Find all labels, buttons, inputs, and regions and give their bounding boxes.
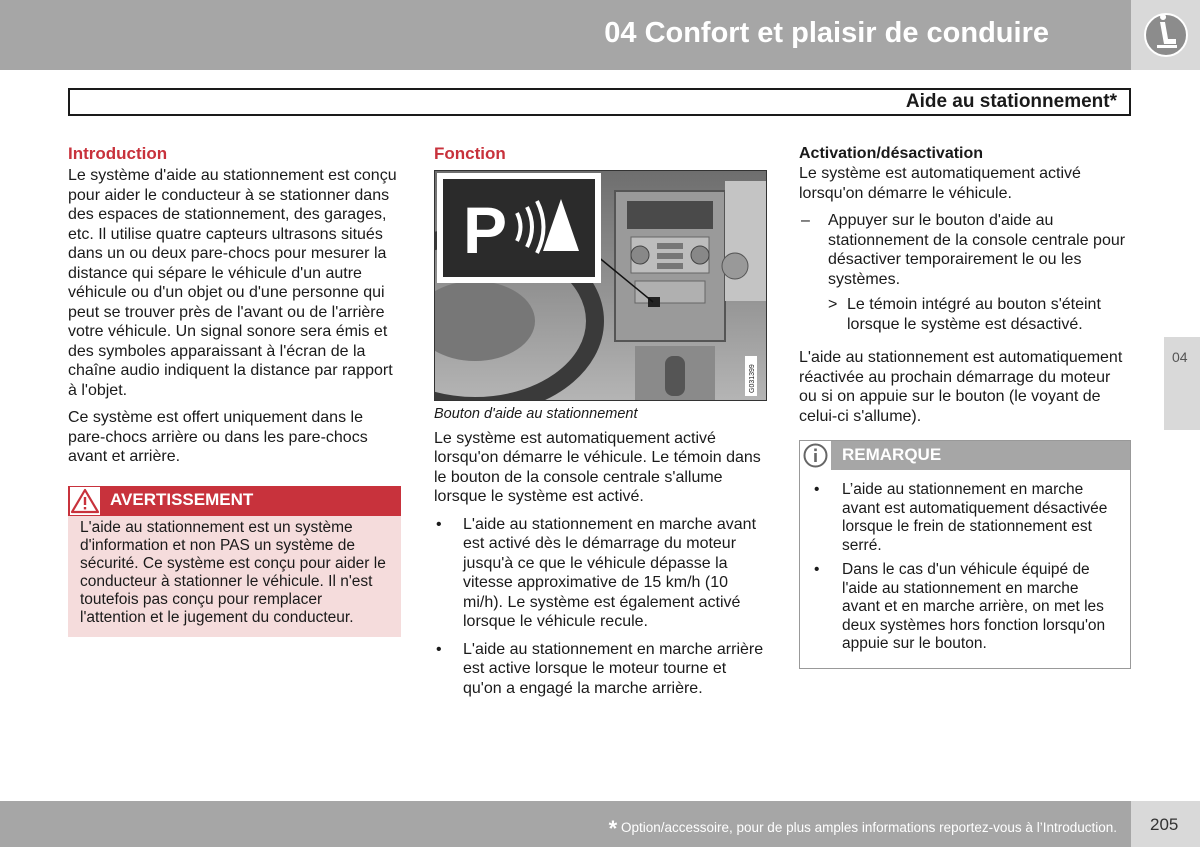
instruction-step bbox=[799, 211, 1131, 289]
page-number: 205 bbox=[1150, 815, 1179, 834]
introduction-paragraph-1: Le système d'aide au stationnement est conçu pour aider le conducteur à se stationner dans des espaces de stationnement, des garages, etc. Il utilise quatre capteurs ultrasons situés dans un ou deux pare-chocs pour mesurer la distance qui sépare le véhicule d'un autre véhicule ou d'un objet ou d'une personne qui peut se trouver près de l'avant ou de l'arrière votre véhicule. Un signal sonore sera émis et des symboles apparaissant à l'écran de la chaîne audio indiquent la distance par rapport à l'objet. bbox=[68, 167, 397, 399]
column-fonction bbox=[434, 143, 768, 706]
fonction-bullet-list bbox=[434, 515, 768, 699]
svg-text:P: P bbox=[463, 193, 508, 267]
note-body bbox=[800, 470, 1130, 668]
section-title-box bbox=[68, 88, 1131, 116]
bullet-mark: • bbox=[814, 481, 820, 498]
list-item bbox=[434, 640, 768, 699]
warning-header bbox=[68, 486, 401, 516]
seat-icon bbox=[1143, 12, 1189, 58]
figure-code: G031399 bbox=[749, 364, 756, 393]
chapter-title: 04 Confort et plaisir de conduire bbox=[604, 17, 1049, 49]
activation-paragraph-2: L'aide au stationnement est automatiquement réactivée au prochain démarrage du moteur ou si on appuie sur le bouton (le voyant de celui-ci s'allume). bbox=[799, 349, 1123, 425]
result-mark: > bbox=[828, 296, 838, 313]
column-activation bbox=[799, 143, 1131, 669]
footer-star: * bbox=[608, 816, 618, 841]
note-box bbox=[799, 440, 1131, 669]
bullet-text: L’aide au stationnement en marche avant est automatiquement désactivée lorsque le frein de stationnement est serré. bbox=[842, 481, 1108, 554]
footer-note bbox=[609, 816, 1117, 842]
bullet-mark: • bbox=[436, 640, 442, 658]
bullet-text: L'aide au stationnement en marche arrière est active lorsque le moteur tourne et qu'on a engagé la marche arrière. bbox=[463, 640, 764, 697]
introduction-paragraph-2: Ce système est offert uniquement dans le pare-chocs arrière ou dans les pare-chocs avant et arrière. bbox=[68, 409, 368, 465]
activation-heading: Activation/désactivation bbox=[799, 145, 984, 162]
note-bullet-list bbox=[812, 481, 1118, 654]
warning-text: L'aide au stationnement est un système d'information et non PAS un système de sécurité. Ce système est conçu pour aider le conducteur à stationner le véhicule. Il n'est toutefois pas conçu pour remplacer l'attention et le jugement du conducteur. bbox=[80, 518, 386, 626]
footer-note-text: Option/accessoire, pour de plus amples informations reportez-vous à l’Introduction. bbox=[617, 820, 1117, 835]
bullet-mark: • bbox=[436, 515, 442, 533]
page-number-box bbox=[1131, 801, 1200, 847]
instruction-text: Appuyer sur le bouton d'aide au stationnement de la console centrale pour désactiver temporairement le ou les systèmes. bbox=[828, 212, 1126, 288]
list-item bbox=[812, 561, 1118, 654]
parking-button-figure bbox=[434, 170, 767, 401]
chapter-icon-box bbox=[1131, 0, 1200, 70]
introduction-heading: Introduction bbox=[68, 144, 168, 163]
note-header bbox=[800, 441, 1130, 470]
warning-triangle-icon bbox=[70, 487, 100, 515]
fonction-heading: Fonction bbox=[434, 144, 506, 163]
bullet-text: L'aide au stationnement en marche avant est activé dès le démarrage du moteur jusqu'à ce que le véhicule dépasse la vitesse approximative de 15 km/h (10 mi/h). Le système est également activé lorsque le véhicule recule. bbox=[463, 515, 757, 630]
chapter-side-tab bbox=[1164, 337, 1200, 430]
list-item bbox=[812, 481, 1118, 555]
section-title: Aide au stationnement* bbox=[905, 91, 1117, 112]
activation-paragraph-1: Le système est automatiquement activé lorsqu'on démarre le véhicule. bbox=[799, 165, 1081, 202]
list-item bbox=[434, 515, 768, 632]
column-introduction bbox=[68, 143, 401, 637]
figure-caption: Bouton d'aide au stationnement bbox=[434, 406, 638, 422]
bullet-mark: • bbox=[814, 561, 820, 578]
instruction-result bbox=[799, 295, 1131, 334]
footer-bar bbox=[0, 801, 1131, 847]
warning-title: AVERTISSEMENT bbox=[110, 489, 254, 509]
side-tab-label: 04 bbox=[1172, 349, 1188, 365]
note-title: REMARQUE bbox=[842, 445, 942, 464]
dash-mark: – bbox=[801, 212, 810, 229]
warning-box bbox=[68, 486, 401, 637]
result-text: Le témoin intégré au bouton s'éteint lorsque le système est désactivé. bbox=[847, 296, 1101, 333]
dashboard-illustration bbox=[435, 171, 767, 401]
fonction-paragraph: Le système est automatiquement activé lorsqu'on démarre le véhicule. Le témoin dans le bouton de la console centrale s'allume lorsque le système est activé. bbox=[434, 429, 761, 505]
bullet-text: Dans le cas d'un véhicule équipé de l'aide au stationnement en marche avant et en marche arrière, on met les deux systèmes hors fonction lorsqu'on appuie sur le bouton. bbox=[842, 561, 1106, 652]
info-icon bbox=[800, 441, 831, 470]
chapter-header-bar bbox=[0, 0, 1131, 70]
